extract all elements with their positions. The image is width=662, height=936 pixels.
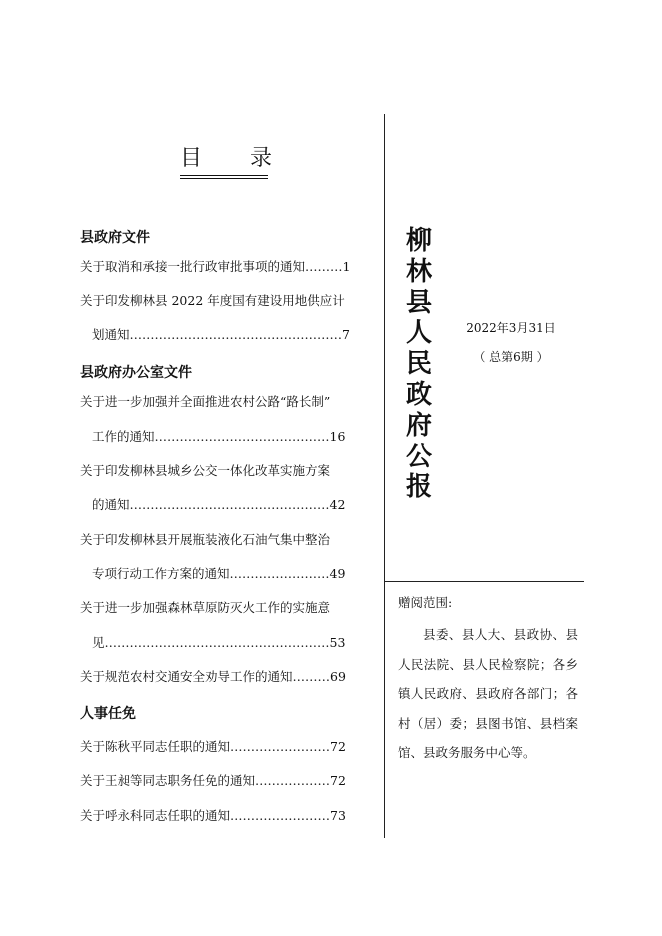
section-heading: 县政府文件 xyxy=(80,230,150,246)
toc-entry[interactable]: 关于进一步加强森林草原防灭火工作的实施意 xyxy=(80,600,331,615)
distribution-body: 县委、县人大、县政协、县人民法院、县人民检察院；各乡镇人民政府、县政府各部门；各村（居）委；县图书馆、县档案馆、县政务服务中心等。 xyxy=(398,627,578,760)
toc-entry[interactable]: 关于呼永科同志任职的通知……………………73 xyxy=(80,808,346,823)
toc-entry[interactable]: 关于王昶等同志职务任免的通知………………72 xyxy=(80,773,346,788)
toc-entry[interactable]: 关于取消和承接一批行政审批事项的通知………1 xyxy=(80,259,351,274)
publication-name-char: 政 xyxy=(405,379,432,410)
toc-entry[interactable]: 关于规范农村交通安全劝导工作的通知………69 xyxy=(80,669,346,684)
toc-entry[interactable]: 关于印发柳林县城乡公交一体化改革实施方案 xyxy=(80,463,331,478)
toc-entry[interactable]: 关于印发柳林县 2022 年度国有建设用地供应计 xyxy=(80,293,345,308)
toc-entry[interactable]: 关于陈秋平同志任职的通知……………………72 xyxy=(80,739,346,754)
toc-title xyxy=(180,146,272,172)
publication-name-char: 县 xyxy=(405,287,432,318)
section-heading: 县政府办公室文件 xyxy=(80,365,192,381)
horizontal-divider xyxy=(385,581,584,582)
toc-entry-continuation[interactable]: 专项行动工作方案的通知……………………49 xyxy=(92,566,346,581)
toc-entry[interactable]: 关于印发柳林县开展瓶装液化石油气集中整治 xyxy=(80,532,331,547)
toc-title-char-2: 录 xyxy=(250,146,273,171)
publication-name-char: 府 xyxy=(405,410,432,441)
distribution-label: 赠阅范围: xyxy=(398,595,453,610)
publication-date: 2022年3月31日 xyxy=(466,321,556,335)
publication-name xyxy=(404,226,434,503)
toc-entry-continuation[interactable]: 的通知…………………………………………42 xyxy=(92,497,346,512)
toc-title-char-1: 目 xyxy=(180,146,203,171)
section-heading: 人事任免 xyxy=(80,706,136,722)
title-underline xyxy=(180,175,268,176)
publication-name-char: 公 xyxy=(405,441,432,472)
toc-entry-continuation[interactable]: 见………………………………………………53 xyxy=(92,635,346,650)
publication-name-char: 林 xyxy=(405,256,432,287)
vertical-divider xyxy=(384,114,385,838)
toc-entry-continuation[interactable]: 工作的通知……………………………………16 xyxy=(92,429,346,444)
title-underline xyxy=(180,178,268,179)
publication-name-char: 报 xyxy=(405,472,432,503)
toc-entry-continuation[interactable]: 划通知……………………………………………7 xyxy=(92,327,350,342)
publication-name-char: 人 xyxy=(405,318,432,349)
publication-issue: （ 总第6期 ） xyxy=(473,350,549,364)
publication-name-char: 柳 xyxy=(405,226,432,256)
toc-entry[interactable]: 关于进一步加强并全面推进农村公路“路长制” xyxy=(80,394,331,409)
publication-name-char: 民 xyxy=(405,349,432,380)
